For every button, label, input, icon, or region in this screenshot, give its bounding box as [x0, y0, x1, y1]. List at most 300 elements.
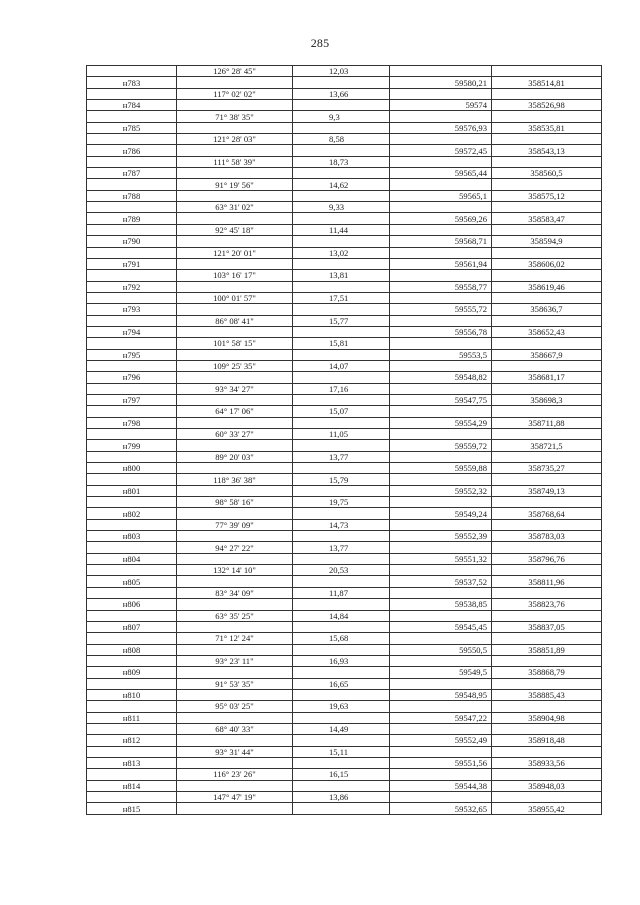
angle-cell: 101° 58' 15"	[177, 338, 293, 349]
angle-cell: 77° 39' 09"	[177, 519, 293, 530]
point-name-cell	[87, 66, 177, 77]
length-cell: 15,77	[293, 315, 390, 326]
point-name-cell	[87, 270, 177, 281]
point-row	[87, 236, 602, 247]
y-coordinate-cell: 358526,98	[492, 100, 602, 111]
length-cell	[293, 553, 390, 564]
angle-cell	[177, 417, 293, 428]
angle-cell: 98° 58' 16"	[177, 497, 293, 508]
point-name-cell	[87, 474, 177, 485]
angle-cell	[177, 735, 293, 746]
point-name-cell: н789	[87, 213, 177, 224]
y-coordinate-cell	[492, 655, 602, 666]
segment-row	[87, 565, 602, 576]
point-name-cell: н813	[87, 757, 177, 768]
point-name-cell: н814	[87, 780, 177, 791]
segment-row	[87, 156, 602, 167]
x-coordinate-cell: 59556,78	[390, 326, 492, 337]
point-name-cell	[87, 587, 177, 598]
segment-row	[87, 406, 602, 417]
y-coordinate-cell: 358636,7	[492, 304, 602, 315]
point-row	[87, 440, 602, 451]
point-name-cell: н797	[87, 394, 177, 405]
segment-row	[87, 519, 602, 530]
x-coordinate-cell	[390, 451, 492, 462]
x-coordinate-cell	[390, 565, 492, 576]
x-coordinate-cell: 59538,85	[390, 599, 492, 610]
point-name-cell: н810	[87, 689, 177, 700]
angle-cell	[177, 712, 293, 723]
point-row	[87, 531, 602, 542]
length-cell: 20,53	[293, 565, 390, 576]
point-name-cell	[87, 156, 177, 167]
angle-cell: 111° 58' 39"	[177, 156, 293, 167]
segment-row	[87, 383, 602, 394]
length-cell	[293, 508, 390, 519]
y-coordinate-cell: 358933,56	[492, 757, 602, 768]
y-coordinate-cell: 358904,98	[492, 712, 602, 723]
y-coordinate-cell: 358652,43	[492, 326, 602, 337]
segment-row	[87, 497, 602, 508]
point-row	[87, 689, 602, 700]
y-coordinate-cell	[492, 701, 602, 712]
length-cell: 15,07	[293, 406, 390, 417]
point-name-cell: н784	[87, 100, 177, 111]
segment-row	[87, 792, 602, 803]
point-name-cell: н807	[87, 621, 177, 632]
segment-row	[87, 338, 602, 349]
segment-row	[87, 224, 602, 235]
point-name-cell	[87, 179, 177, 190]
y-coordinate-cell	[492, 247, 602, 258]
point-row	[87, 508, 602, 519]
x-coordinate-cell: 59565,1	[390, 190, 492, 201]
angle-cell	[177, 803, 293, 814]
point-name-cell	[87, 769, 177, 780]
angle-cell	[177, 780, 293, 791]
x-coordinate-cell	[390, 633, 492, 644]
angle-cell: 121° 28' 03"	[177, 134, 293, 145]
angle-cell: 100° 01' 57"	[177, 292, 293, 303]
length-cell: 13,02	[293, 247, 390, 258]
point-row	[87, 463, 602, 474]
length-cell	[293, 236, 390, 247]
point-name-cell: н792	[87, 281, 177, 292]
x-coordinate-cell: 59548,82	[390, 372, 492, 383]
x-coordinate-cell	[390, 519, 492, 530]
x-coordinate-cell: 59565,44	[390, 168, 492, 179]
length-cell	[293, 213, 390, 224]
point-name-cell	[87, 202, 177, 213]
segment-row	[87, 88, 602, 99]
point-row	[87, 349, 602, 360]
x-coordinate-cell	[390, 156, 492, 167]
x-coordinate-cell	[390, 723, 492, 734]
angle-cell: 89° 20' 03"	[177, 451, 293, 462]
length-cell: 9,3	[293, 111, 390, 122]
point-name-cell: н785	[87, 122, 177, 133]
point-row	[87, 122, 602, 133]
angle-cell: 91° 53' 35"	[177, 678, 293, 689]
x-coordinate-cell: 59552,39	[390, 531, 492, 542]
length-cell	[293, 803, 390, 814]
point-row	[87, 394, 602, 405]
length-cell: 14,62	[293, 179, 390, 190]
angle-cell: 71° 38' 35"	[177, 111, 293, 122]
point-row	[87, 644, 602, 655]
point-row	[87, 485, 602, 496]
point-row	[87, 145, 602, 156]
segment-row	[87, 678, 602, 689]
x-coordinate-cell	[390, 655, 492, 666]
segment-row	[87, 315, 602, 326]
length-cell	[293, 712, 390, 723]
point-name-cell	[87, 292, 177, 303]
point-name-cell	[87, 383, 177, 394]
point-row	[87, 100, 602, 111]
length-cell: 15,11	[293, 746, 390, 757]
length-cell	[293, 122, 390, 133]
y-coordinate-cell	[492, 315, 602, 326]
x-coordinate-cell: 59559,88	[390, 463, 492, 474]
angle-cell	[177, 372, 293, 383]
length-cell	[293, 190, 390, 201]
y-coordinate-cell: 358851,89	[492, 644, 602, 655]
length-cell: 13,66	[293, 88, 390, 99]
point-row	[87, 780, 602, 791]
angle-cell	[177, 190, 293, 201]
y-coordinate-cell	[492, 610, 602, 621]
point-name-cell	[87, 610, 177, 621]
point-row	[87, 213, 602, 224]
x-coordinate-cell	[390, 224, 492, 235]
segment-row	[87, 292, 602, 303]
x-coordinate-cell	[390, 179, 492, 190]
length-cell	[293, 145, 390, 156]
y-coordinate-cell	[492, 723, 602, 734]
length-cell: 11,87	[293, 587, 390, 598]
y-coordinate-cell: 358955,42	[492, 803, 602, 814]
point-name-cell	[87, 406, 177, 417]
x-coordinate-cell	[390, 497, 492, 508]
length-cell: 19,63	[293, 701, 390, 712]
point-row	[87, 667, 602, 678]
segment-row	[87, 655, 602, 666]
x-coordinate-cell	[390, 587, 492, 598]
y-coordinate-cell: 358560,5	[492, 168, 602, 179]
segment-row	[87, 746, 602, 757]
length-cell	[293, 77, 390, 88]
point-name-cell: н804	[87, 553, 177, 564]
y-coordinate-cell: 358885,43	[492, 689, 602, 700]
y-coordinate-cell: 358918,48	[492, 735, 602, 746]
point-name-cell	[87, 224, 177, 235]
x-coordinate-cell: 59537,52	[390, 576, 492, 587]
segment-row	[87, 360, 602, 371]
point-name-cell: н786	[87, 145, 177, 156]
x-coordinate-cell	[390, 247, 492, 258]
x-coordinate-cell: 59551,32	[390, 553, 492, 564]
point-name-cell: н796	[87, 372, 177, 383]
x-coordinate-cell: 59576,93	[390, 122, 492, 133]
y-coordinate-cell	[492, 360, 602, 371]
angle-cell	[177, 349, 293, 360]
y-coordinate-cell	[492, 497, 602, 508]
point-name-cell	[87, 723, 177, 734]
x-coordinate-cell: 59552,32	[390, 485, 492, 496]
point-name-cell	[87, 451, 177, 462]
angle-cell	[177, 553, 293, 564]
segment-row	[87, 179, 602, 190]
angle-cell	[177, 757, 293, 768]
angle-cell	[177, 258, 293, 269]
segment-row	[87, 270, 602, 281]
angle-cell	[177, 77, 293, 88]
point-name-cell: н815	[87, 803, 177, 814]
angle-cell	[177, 281, 293, 292]
x-coordinate-cell: 59549,24	[390, 508, 492, 519]
angle-cell: 86° 08' 41"	[177, 315, 293, 326]
point-row	[87, 258, 602, 269]
y-coordinate-cell: 358823,76	[492, 599, 602, 610]
x-coordinate-cell: 59544,38	[390, 780, 492, 791]
y-coordinate-cell: 358535,81	[492, 122, 602, 133]
angle-cell: 83° 34' 09"	[177, 587, 293, 598]
y-coordinate-cell: 358768,64	[492, 508, 602, 519]
y-coordinate-cell	[492, 88, 602, 99]
y-coordinate-cell: 358811,96	[492, 576, 602, 587]
length-cell	[293, 644, 390, 655]
x-coordinate-cell	[390, 315, 492, 326]
angle-cell: 116° 23' 26"	[177, 769, 293, 780]
point-name-cell: н800	[87, 463, 177, 474]
x-coordinate-cell: 59551,56	[390, 757, 492, 768]
x-coordinate-cell	[390, 383, 492, 394]
length-cell	[293, 735, 390, 746]
angle-cell: 103° 16' 17"	[177, 270, 293, 281]
length-cell: 13,77	[293, 542, 390, 553]
x-coordinate-cell: 59547,75	[390, 394, 492, 405]
length-cell: 11,44	[293, 224, 390, 235]
length-cell: 13,81	[293, 270, 390, 281]
segment-row	[87, 66, 602, 77]
angle-cell: 68° 40' 33"	[177, 723, 293, 734]
y-coordinate-cell: 358796,76	[492, 553, 602, 564]
length-cell	[293, 531, 390, 542]
length-cell: 8,58	[293, 134, 390, 145]
angle-cell: 93° 34' 27"	[177, 383, 293, 394]
length-cell: 13,86	[293, 792, 390, 803]
y-coordinate-cell	[492, 202, 602, 213]
point-row	[87, 417, 602, 428]
segment-row	[87, 769, 602, 780]
angle-cell: 64° 17' 06"	[177, 406, 293, 417]
x-coordinate-cell: 59555,72	[390, 304, 492, 315]
angle-cell	[177, 145, 293, 156]
angle-cell	[177, 440, 293, 451]
x-coordinate-cell: 59569,26	[390, 213, 492, 224]
x-coordinate-cell: 59548,95	[390, 689, 492, 700]
length-cell	[293, 100, 390, 111]
point-name-cell: н801	[87, 485, 177, 496]
y-coordinate-cell	[492, 587, 602, 598]
x-coordinate-cell: 59554,29	[390, 417, 492, 428]
x-coordinate-cell	[390, 66, 492, 77]
point-name-cell	[87, 360, 177, 371]
point-name-cell: н794	[87, 326, 177, 337]
angle-cell	[177, 326, 293, 337]
segment-row	[87, 247, 602, 258]
length-cell	[293, 394, 390, 405]
segment-row	[87, 474, 602, 485]
y-coordinate-cell	[492, 338, 602, 349]
length-cell	[293, 168, 390, 179]
length-cell: 15,81	[293, 338, 390, 349]
x-coordinate-cell	[390, 88, 492, 99]
point-name-cell	[87, 134, 177, 145]
x-coordinate-cell: 59561,94	[390, 258, 492, 269]
y-coordinate-cell	[492, 383, 602, 394]
point-name-cell: н787	[87, 168, 177, 179]
x-coordinate-cell	[390, 792, 492, 803]
point-name-cell	[87, 88, 177, 99]
y-coordinate-cell	[492, 633, 602, 644]
y-coordinate-cell: 358948,03	[492, 780, 602, 791]
point-row	[87, 326, 602, 337]
point-name-cell	[87, 633, 177, 644]
point-name-cell: н809	[87, 667, 177, 678]
angle-cell	[177, 213, 293, 224]
length-cell	[293, 780, 390, 791]
point-name-cell	[87, 701, 177, 712]
y-coordinate-cell: 358594,9	[492, 236, 602, 247]
y-coordinate-cell: 358606,02	[492, 258, 602, 269]
y-coordinate-cell: 358575,12	[492, 190, 602, 201]
point-name-cell	[87, 565, 177, 576]
segment-row	[87, 429, 602, 440]
point-name-cell: н793	[87, 304, 177, 315]
length-cell	[293, 463, 390, 474]
length-cell	[293, 667, 390, 678]
y-coordinate-cell	[492, 66, 602, 77]
point-name-cell: н808	[87, 644, 177, 655]
x-coordinate-cell: 59559,72	[390, 440, 492, 451]
point-name-cell	[87, 338, 177, 349]
y-coordinate-cell	[492, 292, 602, 303]
x-coordinate-cell	[390, 270, 492, 281]
y-coordinate-cell: 358783,03	[492, 531, 602, 542]
segment-row	[87, 134, 602, 145]
x-coordinate-cell	[390, 111, 492, 122]
point-row	[87, 281, 602, 292]
y-coordinate-cell: 358868,79	[492, 667, 602, 678]
point-row	[87, 168, 602, 179]
y-coordinate-cell	[492, 792, 602, 803]
length-cell: 19,75	[293, 497, 390, 508]
point-row	[87, 576, 602, 587]
point-name-cell	[87, 429, 177, 440]
x-coordinate-cell: 59532,65	[390, 803, 492, 814]
length-cell	[293, 417, 390, 428]
y-coordinate-cell	[492, 565, 602, 576]
length-cell	[293, 576, 390, 587]
x-coordinate-cell: 59580,21	[390, 77, 492, 88]
y-coordinate-cell: 358619,46	[492, 281, 602, 292]
point-row	[87, 304, 602, 315]
x-coordinate-cell	[390, 338, 492, 349]
length-cell: 16,65	[293, 678, 390, 689]
angle-cell	[177, 644, 293, 655]
angle-cell: 91° 19' 56"	[177, 179, 293, 190]
angle-cell	[177, 621, 293, 632]
x-coordinate-cell	[390, 610, 492, 621]
point-name-cell: н795	[87, 349, 177, 360]
segment-row	[87, 701, 602, 712]
point-name-cell	[87, 655, 177, 666]
y-coordinate-cell: 358735,27	[492, 463, 602, 474]
x-coordinate-cell	[390, 474, 492, 485]
y-coordinate-cell: 358711,88	[492, 417, 602, 428]
point-name-cell: н783	[87, 77, 177, 88]
y-coordinate-cell: 358681,17	[492, 372, 602, 383]
y-coordinate-cell: 358667,9	[492, 349, 602, 360]
x-coordinate-cell	[390, 701, 492, 712]
y-coordinate-cell	[492, 134, 602, 145]
point-name-cell: н803	[87, 531, 177, 542]
length-cell	[293, 621, 390, 632]
angle-cell	[177, 508, 293, 519]
length-cell: 14,84	[293, 610, 390, 621]
length-cell	[293, 440, 390, 451]
y-coordinate-cell	[492, 746, 602, 757]
point-row	[87, 757, 602, 768]
angle-cell: 63° 35' 25"	[177, 610, 293, 621]
segment-row	[87, 451, 602, 462]
angle-cell: 71° 12' 24"	[177, 633, 293, 644]
point-name-cell: н791	[87, 258, 177, 269]
length-cell: 14,73	[293, 519, 390, 530]
x-coordinate-cell	[390, 542, 492, 553]
point-row	[87, 599, 602, 610]
point-name-cell: н802	[87, 508, 177, 519]
y-coordinate-cell	[492, 474, 602, 485]
length-cell	[293, 349, 390, 360]
length-cell: 14,49	[293, 723, 390, 734]
angle-cell: 117° 02' 02"	[177, 88, 293, 99]
point-name-cell: н790	[87, 236, 177, 247]
angle-cell	[177, 689, 293, 700]
length-cell: 16,15	[293, 769, 390, 780]
y-coordinate-cell: 358721,5	[492, 440, 602, 451]
x-coordinate-cell	[390, 202, 492, 213]
angle-cell	[177, 667, 293, 678]
angle-cell	[177, 599, 293, 610]
angle-cell	[177, 236, 293, 247]
y-coordinate-cell	[492, 156, 602, 167]
x-coordinate-cell	[390, 406, 492, 417]
point-name-cell	[87, 746, 177, 757]
y-coordinate-cell: 358749,13	[492, 485, 602, 496]
point-row	[87, 190, 602, 201]
length-cell	[293, 599, 390, 610]
y-coordinate-cell	[492, 769, 602, 780]
segment-row	[87, 633, 602, 644]
length-cell: 15,68	[293, 633, 390, 644]
length-cell	[293, 281, 390, 292]
x-coordinate-cell	[390, 292, 492, 303]
length-cell: 14,07	[293, 360, 390, 371]
angle-cell	[177, 168, 293, 179]
